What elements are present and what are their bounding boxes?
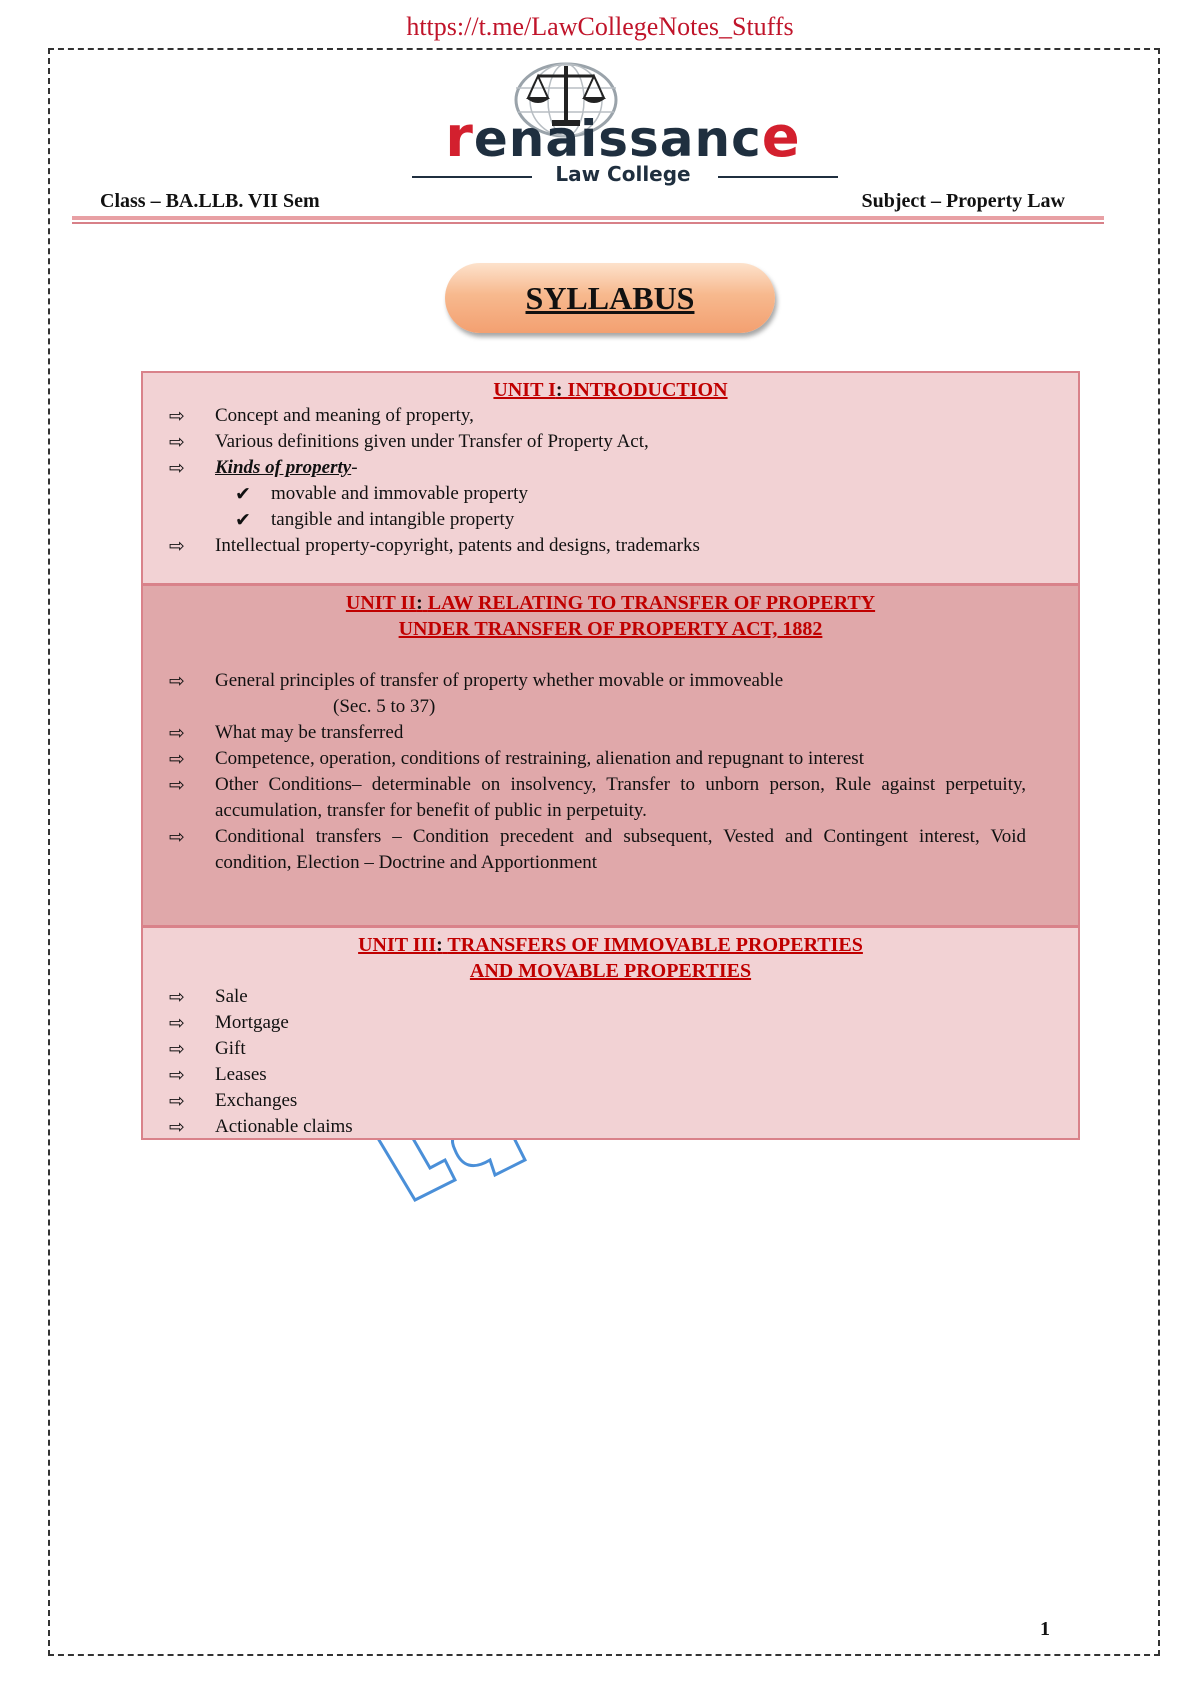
arrow-right-icon: ⇨ [169,431,185,453]
arrow-right-icon: ⇨ [169,748,185,770]
list-item: ⇨ Sale [169,986,248,1008]
unit-3-box [141,926,1080,1140]
list-item: ⇨ Conditional transfers – Condition precedent and subsequent, Vested and Contingent interest, Void condition, Election – Doctrine and Apportionment [169,826,1026,873]
sub-list-item: ✔ movable and immovable property [235,483,528,505]
list-item: ⇨ Exchanges [169,1090,298,1112]
list-item: ⇨ General principles of transfer of property whether movable or immoveable (Sec. 5 to 37) [169,670,784,717]
header-rule [72,216,1104,220]
arrow-right-icon: ⇨ [169,722,185,744]
unit-2-title: UNIT II: LAW RELATING TO TRANSFER OF PROPERTY UNDER TRANSFER OF PROPERTY ACT, 1882 [345,592,876,640]
class-label: Class – BA.LLB. VII Sem [100,190,320,212]
list-item: ⇨ Various definitions given under Transfer of Property Act, [169,431,649,453]
list-item: ⇨ Other Conditions– determinable on insolvency, Transfer to unborn person, Rule against perpetuity, accumulation, transfer for benefit of public in perpetuity. [169,774,1026,821]
list-item: ⇨ Concept and meaning of property, [169,405,474,427]
brand-subtitle: Law College [555,162,691,186]
list-item: ⇨ Leases [169,1064,267,1086]
list-item: ⇨ Gift [169,1038,246,1060]
unit-2-list [143,668,1078,876]
arrow-right-icon: ⇨ [169,1090,185,1112]
arrow-right-icon: ⇨ [169,405,185,427]
unit-1-list [143,403,1078,559]
arrow-right-icon: ⇨ [169,1116,185,1138]
unit-1-title: UNIT I: INTRODUCTION [493,379,728,401]
subject-label: Subject – Property Law [861,190,1065,212]
unit-3-list [143,984,1078,1140]
page-number: 1 [1040,1618,1050,1640]
arrow-right-icon: ⇨ [169,670,185,692]
brand-name: renaissance [445,105,801,170]
check-mark-icon: ✔ [235,483,251,505]
unit-2-box [141,584,1080,927]
list-item: ⇨ Competence, operation, conditions of restraining, alienation and repugnant to interest [169,748,864,770]
arrow-right-icon: ⇨ [169,986,185,1008]
header-rule-thin [72,222,1104,224]
check-mark-icon: ✔ [235,509,251,531]
arrow-right-icon: ⇨ [169,1064,185,1086]
unit-3-title: UNIT III: TRANSFERS OF IMMOVABLE PROPERTIES AND MOVABLE PROPERTIES [358,934,863,982]
page-title: SYLLABUS [525,280,695,316]
arrow-right-icon: ⇨ [169,535,185,557]
arrow-right-icon: ⇨ [169,457,185,479]
arrow-right-icon: ⇨ [169,1012,185,1034]
list-item: ⇨ Actionable claims [169,1116,353,1138]
top-link[interactable]: https://t.me/LawCollegeNotes_Stuffs [406,12,794,41]
list-item: ⇨ Intellectual property-copyright, patents and designs, trademarks [169,535,700,557]
list-item: ⇨ Mortgage [169,1012,289,1034]
list-item: ⇨ What may be transferred [169,722,404,744]
list-item: ⇨ Kinds of property- [169,457,358,479]
unit-1-box [141,371,1080,585]
syllabus-banner [445,263,775,333]
sub-list-item: ✔ tangible and intangible property [235,509,515,531]
arrow-right-icon: ⇨ [169,1038,185,1060]
arrow-right-icon: ⇨ [169,826,185,848]
arrow-right-icon: ⇨ [169,774,185,796]
